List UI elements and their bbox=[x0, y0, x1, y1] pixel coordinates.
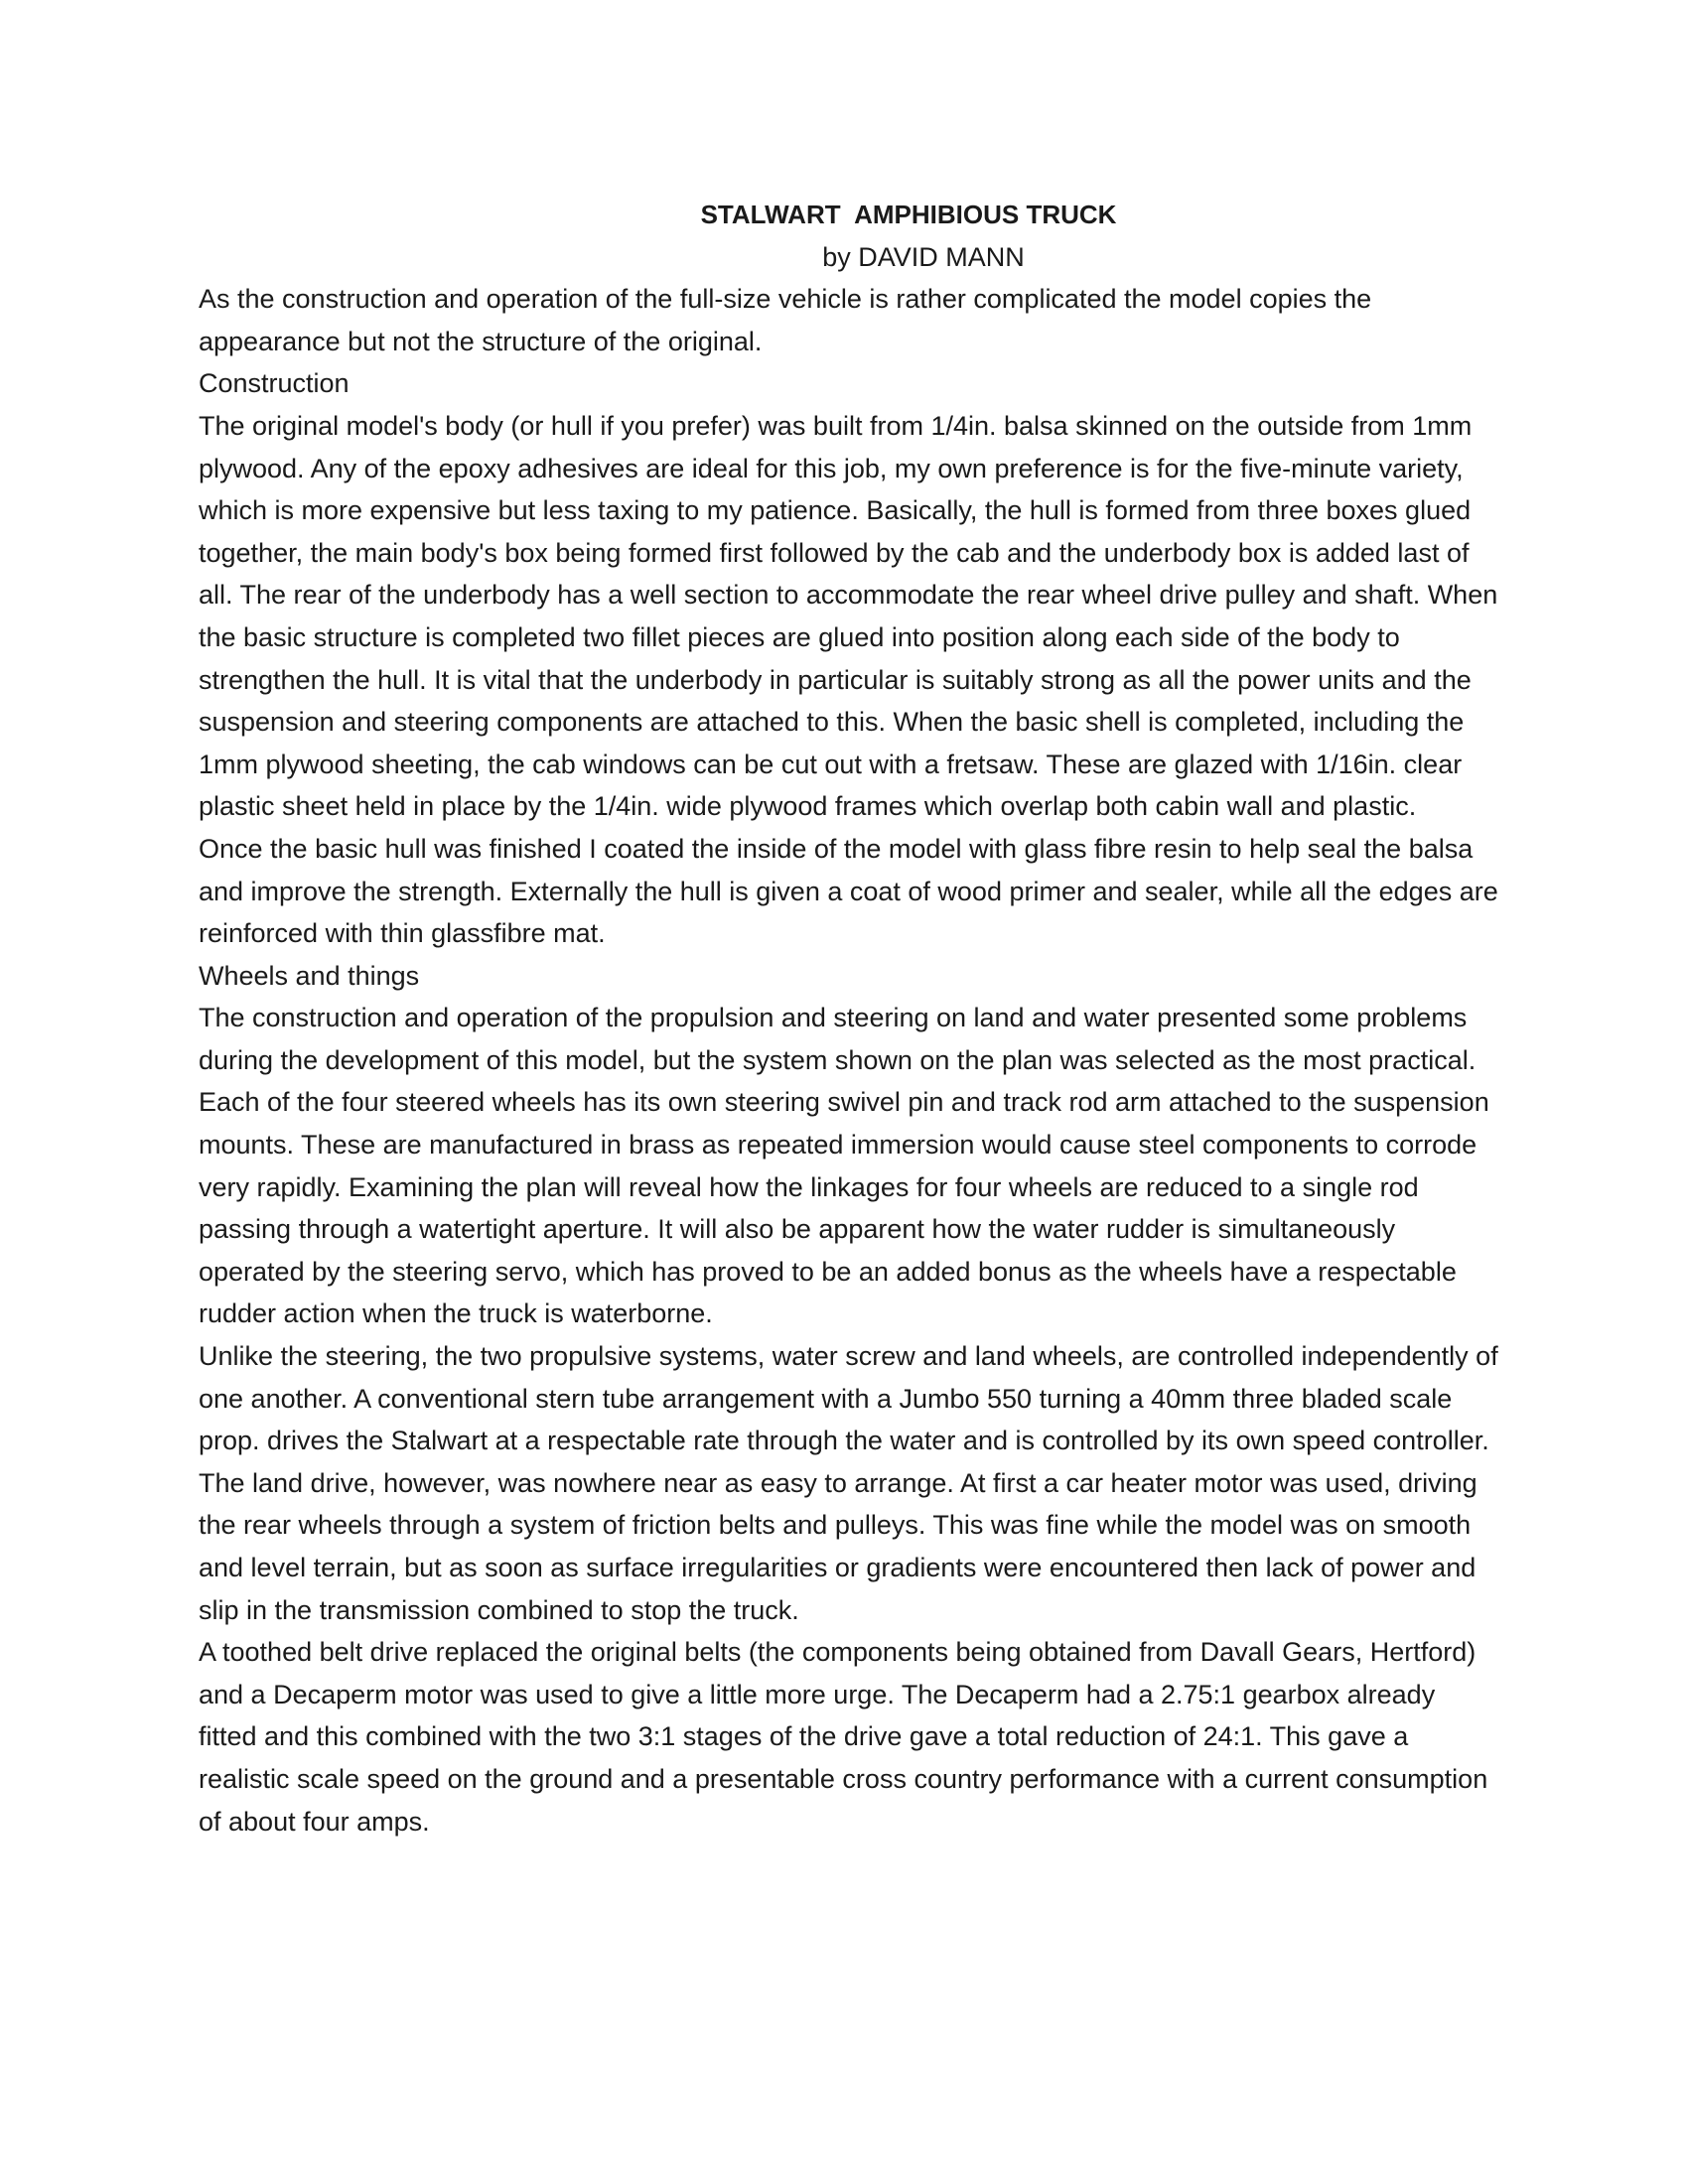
body-paragraph: Once the basic hull was finished I coated the inside of the model with glass fibre resin to help seal the balsa and improve the strength. Externally the hull is given a coat of wood primer and sealer, while all the edges are reinforced with thin glassfibre mat. bbox=[199, 833, 1498, 949]
document-title: STALWART AMPHIBIOUS TRUCK bbox=[700, 200, 1117, 229]
section-heading: Construction bbox=[199, 368, 350, 399]
body-paragraph: Unlike the steering, the two propulsive systems, water screw and land wheels, are controlled independently of one another. A conventional stern tube arrangement with a Jumbo 550 turning a 40mm three bladed scale prop. drives the Stalwart at a respectable rate through the water and is controlled by its own speed controller. bbox=[199, 1341, 1498, 1456]
document-byline: by DAVID MANN bbox=[822, 241, 1025, 272]
body-paragraph: The original model's body (or hull if you prefer) was built from 1/4in. balsa skinned on the outside from 1mm plywood. Any of the epoxy adhesives are ideal for this job, my own preference is for the five-minute variety, which is more expensive but less taxing to my patience. Basically, the hull is formed from three boxes glued together, the main body's box being formed first followed by the cab and the underbody box is added last of all. The rear of the underbody has a well section to accommodate the rear wheel drive pulley and shaft. When the basic structure is completed two fillet pieces are glued into position along each side of the body to strengthen the hull. It is vital that the underbody in particular is suitably strong as all the power units and the suspension and steering components are attached to this. When the basic shell is completed, including the 1mm plywood sheeting, the cab windows can be cut out with a fretsaw. These are glazed with 1/16in. clear plastic sheet held in place by the 1/4in. wide plywood frames which overlap both cabin wall and plastic. bbox=[199, 410, 1498, 822]
body-paragraph: The land drive, however, was nowhere near as easy to arrange. At first a car heater motor was used, driving the rear wheels through a system of friction belts and pulleys. This was fine while the model was on smooth and level terrain, but as soon as surface irregularities or gradients were encountered then lack of power and slip in the transmission combined to stop the truck. bbox=[199, 1467, 1477, 1625]
body-paragraph: As the construction and operation of the full-size vehicle is rather complicated the model copies the appearance but not the structure of the original. bbox=[199, 284, 1372, 356]
body-paragraph: A toothed belt drive replaced the original belts (the components being obtained from Davall Gears, Hertford) and a Decaperm motor was used to give a little more urge. The Decaperm had a 2.75:1 gearbox already fitted and this combined with the two 3:1 stages of the drive gave a total reduction of 24:1. This gave a realistic scale speed on the ground and a presentable cross country performance with a current consumption of about four amps. bbox=[199, 1637, 1488, 1837]
body-paragraph: The construction and operation of the propulsion and steering on land and water presented some problems during the development of this model, but the system shown on the plan was selected as the most practical. Each of the four steered wheels has its own steering swivel pin and track rod arm attached to the suspension mounts. These are manufactured in brass as repeated immersion would cause steel components to corrode very rapidly. Examining the plan will reveal how the linkages for four wheels are reduced to a single rod passing through a watertight aperture. It will also be apparent how the water rudder is simultaneously operated by the steering servo, which has proved to be an added bonus as the wheels have a respectable rudder action when the truck is waterborne. bbox=[199, 1003, 1489, 1329]
document-body bbox=[199, 278, 1499, 1843]
document-page bbox=[199, 194, 1499, 1843]
section-heading: Wheels and things bbox=[199, 960, 420, 991]
